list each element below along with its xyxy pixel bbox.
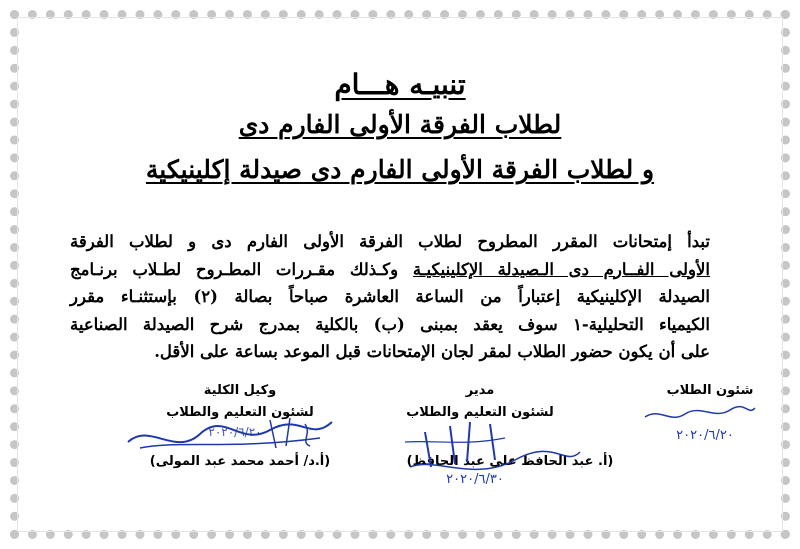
director-name: (أ. عبد الحافظ على عبد الحافظ) [406, 454, 614, 469]
notice-audience-line-1: لطلاب الفرقة الأولى الفارم دى [238, 110, 562, 139]
body-line-2-part-b: وكـذلك مقـررات المطـروح لطـلاب برنـامج [70, 259, 413, 279]
body-line-1-part-c: لطلاب الفرقة [70, 232, 189, 251]
vice-dean-title: وكيل الكلية [203, 383, 277, 398]
body-line-2 [70, 256, 710, 284]
director-date: ٢٠٢٠/٦/٣٠ [446, 472, 504, 487]
body-line-4: الكيمياء التحليلية-١ سوف يعقد بمبنى (ب) بالكلية بمدرج شرح الصيدلة الصناعية [70, 314, 710, 334]
vice-dean-date: ٢٠٢٠/٦/٢٠ [208, 425, 262, 439]
notice-body [70, 228, 710, 366]
body-line-1-part-a: تبدأ إمتحانات المقرر المطروح لطلاب الفرقة الأولى الفارم دى [196, 232, 710, 251]
notice-audience-line-2: و لطلاب الفرقة الأولى الفارم دى صيدلة إكلينيكية [145, 155, 655, 184]
body-line-2-part-a: الأولى الفــارم دى الـصيدلة الإكلينيكيـة [412, 259, 711, 279]
body-line-3: الصيدلة الإكلينيكية إعتباراً من الساعة العاشرة صباحاً بصالة (٢) بإستثنـاء مقرر [70, 287, 710, 306]
student-affairs-signature [640, 402, 760, 427]
vice-dean-department: لشئون التعليم والطلاب [166, 405, 314, 420]
student-affairs-title: شئون الطلاب [666, 383, 754, 398]
director-title: مدير [465, 383, 495, 398]
body-line-5: على أن يكون حضور الطلاب لمقر لجان الإمتحانات قبل الموعد بساعة على الأقل. [154, 342, 710, 361]
director-department: لشئون التعليم والطلاب [406, 405, 554, 420]
body-line-1 [70, 228, 710, 256]
student-affairs-date: ٢٠٢٠/٦/٢٠ [676, 428, 734, 443]
vice-dean-name: (أ.د/ أحمد محمد عبد المولى) [149, 454, 331, 469]
body-line-1-part-b: و [188, 232, 197, 251]
notice-heading: تنبيـه هـــام [334, 68, 466, 101]
